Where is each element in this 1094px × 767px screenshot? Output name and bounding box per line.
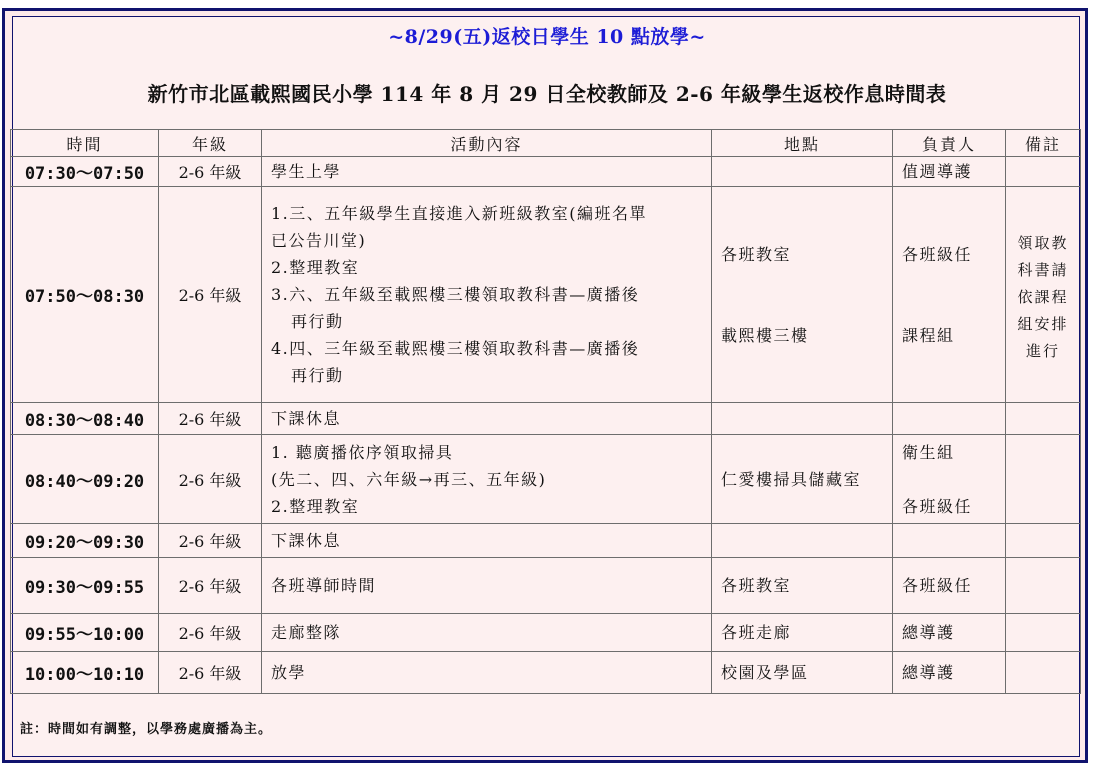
row-location <box>712 558 893 614</box>
row-remarks <box>1006 652 1081 694</box>
row-grade: 2-6 年級 <box>159 187 262 403</box>
row-remarks <box>1006 403 1081 435</box>
header-grade: 年級 <box>159 130 262 157</box>
table-row <box>11 435 1081 524</box>
row-location <box>712 524 893 558</box>
row-activity <box>262 403 712 435</box>
row-activity <box>262 652 712 694</box>
activity-line: 1.三、五年級學生直接進入新班級教室(編班名單 <box>271 204 648 223</box>
row-activity <box>262 614 712 652</box>
remarks-line: 科書請 <box>1017 260 1069 279</box>
activity-line: 2.整理教室 <box>271 496 360 516</box>
location-line: 各班教室 <box>721 244 792 264</box>
activity-line: 已公告川堂) <box>271 231 367 250</box>
row-grade: 2-6 年級 <box>159 435 262 524</box>
remarks-line: 領取教 <box>1017 233 1069 252</box>
row-person <box>893 524 1006 558</box>
header-location: 地點 <box>712 130 893 157</box>
activity-line: 再行動 <box>291 366 344 385</box>
header-remarks: 備註 <box>1006 130 1081 157</box>
row-person <box>893 435 1006 524</box>
activity-line: 1. 聽廣播依序領取掃具 <box>271 442 454 462</box>
activity-text: 下課休息 <box>271 409 342 428</box>
row-grade: 2-6 年級 <box>159 614 262 652</box>
row-location <box>712 435 893 524</box>
location-text: 各班教室 <box>721 576 792 595</box>
dismissal-notice: ~8/29(五)返校日學生 10 點放學~ <box>388 26 706 48</box>
person-line: 課程組 <box>902 325 955 345</box>
row-grade: 2-6 年級 <box>159 403 262 435</box>
row-activity <box>262 435 712 524</box>
activity-text: 下課休息 <box>271 531 342 550</box>
table-row <box>11 403 1081 435</box>
row-location <box>712 652 893 694</box>
row-person <box>893 187 1006 403</box>
row-time: 07:30～07:50 <box>11 157 159 187</box>
row-activity <box>262 187 712 403</box>
row-time: 09:20～09:30 <box>11 524 159 558</box>
person-line: 各班級任 <box>902 496 973 516</box>
row-time: 09:55～10:00 <box>11 614 159 652</box>
activity-line: 3.六、五年級至載熙樓三樓領取教科書—廣播後 <box>271 285 640 304</box>
row-time: 10:00～10:10 <box>11 652 159 694</box>
activity-line: 4.四、三年級至載熙樓三樓領取教科書—廣播後 <box>271 339 640 358</box>
row-grade: 2-6 年級 <box>159 558 262 614</box>
table-row <box>11 652 1081 694</box>
person-text: 總導護 <box>902 623 955 642</box>
row-time: 08:30～08:40 <box>11 403 159 435</box>
row-remarks <box>1006 187 1081 403</box>
activity-line: (先二、四、六年級→再三、五年級) <box>271 469 547 489</box>
row-remarks <box>1006 524 1081 558</box>
person-text: 總導護 <box>902 663 955 682</box>
location-text: 仁愛樓掃具儲藏室 <box>721 469 862 489</box>
person-line: 衛生組 <box>902 442 955 462</box>
person-line: 各班級任 <box>902 244 973 264</box>
row-location <box>712 157 893 187</box>
table-row <box>11 187 1081 403</box>
activity-text: 學生上學 <box>271 162 342 181</box>
table-row <box>11 558 1081 614</box>
row-time: 09:30～09:55 <box>11 558 159 614</box>
table-header-row <box>11 130 1081 157</box>
row-person <box>893 558 1006 614</box>
table-row <box>11 524 1081 558</box>
schedule-table <box>10 129 1081 694</box>
page-title: 新竹市北區載熙國民小學 114 年 8 月 29 日全校教師及 2-6 年級學生返校作息時間表 <box>147 82 947 106</box>
row-grade: 2-6 年級 <box>159 524 262 558</box>
row-grade: 2-6 年級 <box>159 652 262 694</box>
activity-line: 再行動 <box>291 312 344 331</box>
footnote: 註：時間如有調整，以學務處廣播為主。 <box>20 722 273 737</box>
row-person <box>893 403 1006 435</box>
location-line: 載熙樓三樓 <box>721 325 809 345</box>
location-text: 各班走廊 <box>721 623 792 642</box>
row-activity <box>262 157 712 187</box>
header-activity: 活動內容 <box>262 130 712 157</box>
location-text: 校園及學區 <box>721 663 809 682</box>
row-activity <box>262 524 712 558</box>
header-time: 時間 <box>11 130 159 157</box>
remarks-line: 進行 <box>1025 341 1060 360</box>
row-time: 08:40～09:20 <box>11 435 159 524</box>
row-person <box>893 157 1006 187</box>
row-remarks <box>1006 157 1081 187</box>
header-person: 負責人 <box>893 130 1006 157</box>
person-text: 值週導護 <box>902 162 973 181</box>
table-row <box>11 157 1081 187</box>
row-remarks <box>1006 435 1081 524</box>
row-location <box>712 187 893 403</box>
row-activity <box>262 558 712 614</box>
table-row <box>11 614 1081 652</box>
remarks-line: 組安排 <box>1017 314 1069 333</box>
row-person <box>893 652 1006 694</box>
row-person <box>893 614 1006 652</box>
row-location <box>712 614 893 652</box>
remarks-line: 依課程 <box>1017 287 1069 306</box>
person-text: 各班級任 <box>902 576 973 595</box>
row-remarks <box>1006 558 1081 614</box>
activity-text: 走廊整隊 <box>271 623 342 642</box>
row-remarks <box>1006 614 1081 652</box>
row-grade: 2-6 年級 <box>159 157 262 187</box>
activity-line: 2.整理教室 <box>271 258 360 277</box>
row-location <box>712 403 893 435</box>
activity-text: 放學 <box>271 663 307 682</box>
activity-text: 各班導師時間 <box>271 576 377 595</box>
row-time: 07:50～08:30 <box>11 187 159 403</box>
